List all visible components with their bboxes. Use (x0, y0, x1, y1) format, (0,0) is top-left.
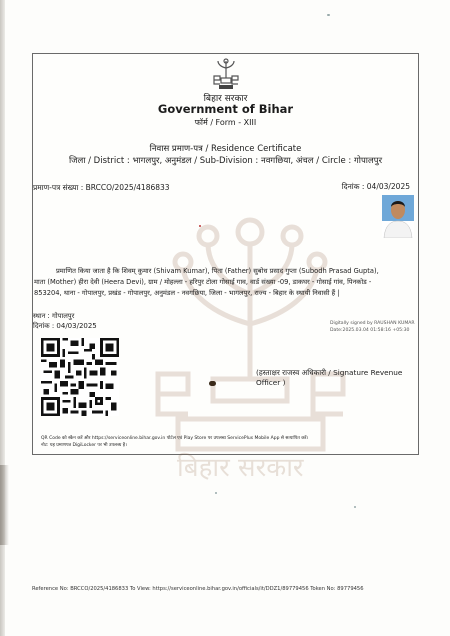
scan-speck (354, 506, 356, 508)
certificate-frame (32, 53, 419, 483)
applicant-photo (382, 195, 414, 238)
state-name-hindi: बिहार सरकार (203, 94, 248, 104)
jurisdiction-line: जिला / District : भागलपुर, अनुमंडल / Sub-Division : नवगछिया, अंचल / Circle : गोपालपुर (68, 156, 383, 166)
mark (209, 381, 216, 386)
certificate-number: प्रमाण-पत्र संख्या : BRCCO/2025/4186833 (33, 183, 170, 192)
footnote-line: QR Code को स्कैन करें और https://serviceonline.bihar.gov.in पोर्टल एवं Play Store पर उपलब्ध ServicePlus Mobile App से सत्यापित करें। (41, 436, 309, 441)
scan-speck (215, 492, 217, 494)
state-name-english: Government of Bihar (157, 102, 294, 116)
footnote-line: नोट: यह प्रमाणपत्र DigiLocker पर भी उपलब्ध है। (41, 443, 127, 448)
signatory-label: (हस्ताक्षर राजस्व अधिकारी / Signature Revenue Officer ) (256, 368, 403, 387)
place-of-issue: स्थान : गोपालपुर (33, 312, 75, 320)
certificate-body (34, 266, 416, 300)
digital-sign-name: Digitally signed by RAUSHAN KUMAR (330, 321, 415, 326)
body-line: 853204, थाना - गोपालपुर, प्रखंड - गोपालपुर, अनुमंडल - नवगछिया, जिला - भागलपुर, राज्य - बिहार के स्थायी निवासी हैं | (34, 289, 340, 298)
certificate-date: दिनांक : 04/03/2025 (341, 182, 410, 191)
bihar-emblem-icon (211, 58, 241, 91)
scan-shadow (0, 465, 9, 545)
mark (199, 225, 201, 227)
body-line: माता (Mother) हीरा देवी (Heera Devi), ग्राम / मोहल्ला - हरिपुर टोला गोसाई गाव, वार्ड संख्या -09, डाकघर - गोसाई गांव, पिनकोड - (34, 278, 372, 287)
digital-sign-date: Date:2025.03.04 01:58:16 +05:30 (330, 327, 410, 333)
form-number: फॉर्म / Form - XIII (194, 118, 257, 127)
scan-speck (327, 14, 330, 16)
body-line: प्रमाणित किया जाता है कि शिवम् कुमार (Shivam Kumar), पिता (Father) सुबोध प्रसाद गुप्ता (Subodh Prasad Gupta), (56, 267, 379, 275)
digital-signature (330, 321, 415, 334)
issue-date: दिनांक : 04/03/2025 (33, 322, 97, 330)
reference-footer: Reference No: BRCCO/2025/4186833 To View: https://serviceonline.bihar.gov.in/officials/it/DDZ1/89779456 Token No: 89779456 (32, 586, 364, 592)
verification-note (41, 435, 341, 449)
qr-code (41, 338, 119, 416)
certificate-title: निवास प्रमाण-पत्र / Residence Certificate (149, 144, 302, 154)
watermark-text: बिहार सरकार (177, 453, 304, 483)
